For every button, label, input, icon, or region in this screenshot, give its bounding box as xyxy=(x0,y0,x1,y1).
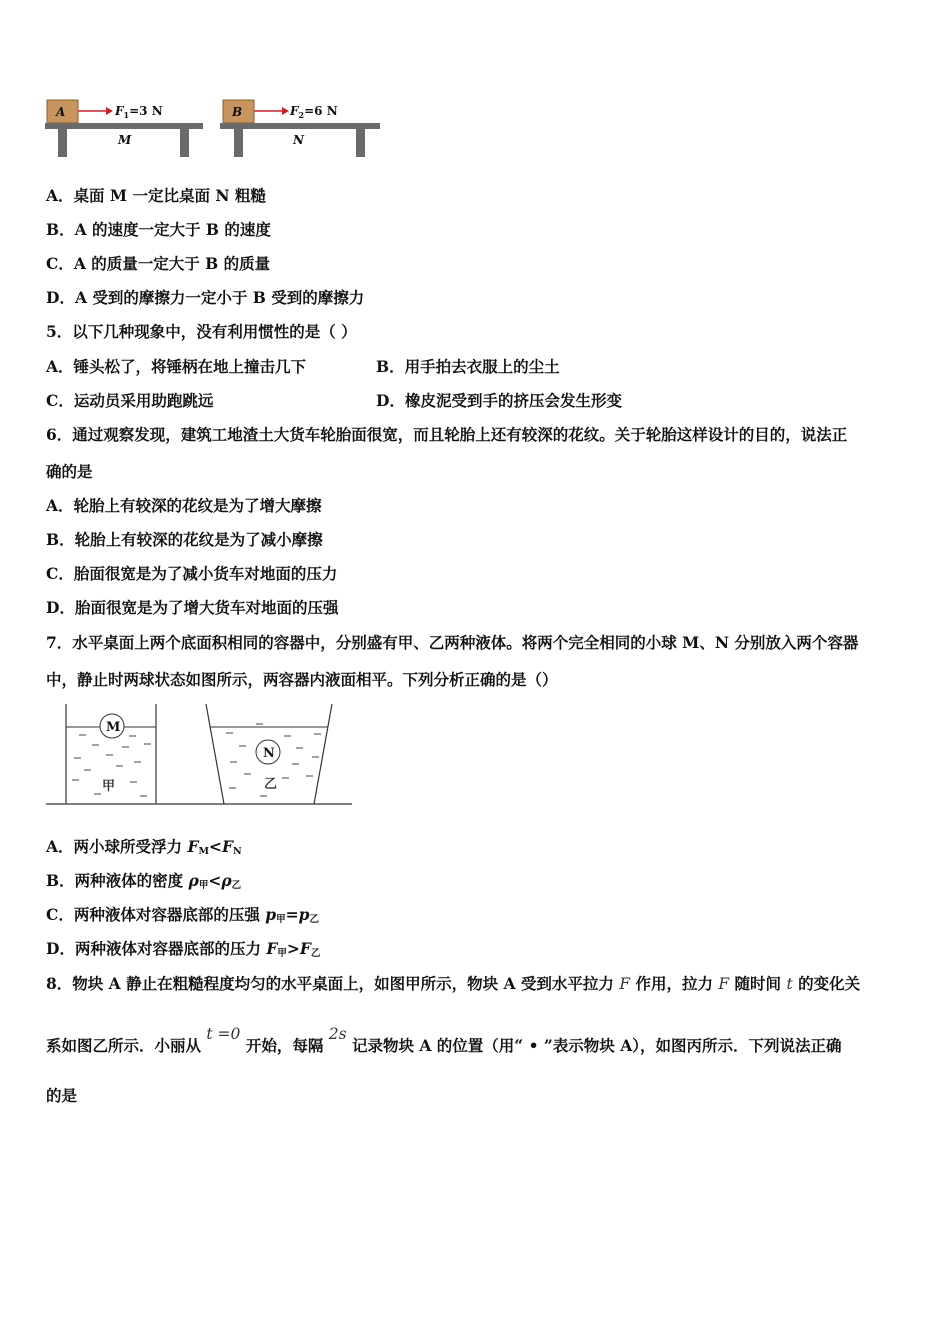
q7-option-a: A．两小球所受浮力 $F_M<F_N$ xyxy=(46,837,242,857)
q6-stem-line2: 确的是 xyxy=(46,462,93,481)
ball-n-label: N xyxy=(263,746,275,761)
q6-option-b: B．轮胎上有较深的花纹是为了减小摩擦 xyxy=(46,530,323,549)
q6-option-c: C．胎面很宽是为了减小货车对地面的压力 xyxy=(46,564,338,583)
q5-option-d: D．橡皮泥受到手的挤压会发生形变 xyxy=(376,391,622,410)
q6-option-d: D．胎面很宽是为了增大货车对地面的压强 xyxy=(46,598,339,617)
q4-option-c: C．A 的质量一定大于 B 的质量 xyxy=(46,254,271,273)
q8-stem-line3: 的是 xyxy=(46,1086,78,1105)
tables-figure xyxy=(40,96,390,162)
q5-option-c: C．运动员采用助跑跳远 xyxy=(46,391,214,410)
q7-option-d: D．两种液体对容器底部的压力 $F_甲>F_乙$ xyxy=(46,939,321,959)
svg-text:F1=3 N: $F_1=3$ N xyxy=(115,104,163,120)
block-b-label: B xyxy=(232,105,243,119)
q5-option-b: B．用手拍去衣服上的尘土 xyxy=(376,357,560,376)
containers-figure xyxy=(44,700,356,808)
surface-n-label: N xyxy=(293,133,304,147)
q7-option-b: B．两种液体的密度 $\rho_甲<\rho_乙$ xyxy=(46,871,242,891)
q4-option-d: D．A 受到的摩擦力一定小于 B 受到的摩擦力 xyxy=(46,288,365,307)
q8-stem-line1: 8．物块 A 静止在粗糙程度均匀的水平桌面上，如图甲所示，物块 A 受到水平拉力 F 作用，拉力 F 随时间 t 的变化关 xyxy=(46,974,861,993)
svg-text:F2=6 N: $F_2=6$ N xyxy=(290,104,338,120)
q5-option-a: A．锤头松了，将锤柄在地上撞击几下 xyxy=(46,357,307,376)
table-n xyxy=(220,100,380,157)
ball-m-label: M xyxy=(106,720,121,735)
q4-option-b: B．A 的速度一定大于 B 的速度 xyxy=(46,220,271,239)
q8-stem-line2: 系如图乙所示．小丽从 t =0 开始，每隔 2s 记录物块 A 的位置（用“ • ”表示物块 A），如图丙所示．下列说法正确 xyxy=(46,1025,842,1055)
q5-stem: 5．以下几种现象中，没有利用惯性的是（ ） xyxy=(46,322,357,341)
q7-option-c: C．两种液体对容器底部的压强 $p_甲=p_乙$ xyxy=(46,905,319,925)
q4-option-a: A．桌面 M 一定比桌面 N 粗糙 xyxy=(46,186,266,205)
surface-m-label: M xyxy=(118,133,132,147)
q7-stem-line2: 中，静止时两球状态如图所示，两容器内液面相平。下列分析正确的是（） xyxy=(46,670,558,689)
q6-option-a: A．轮胎上有较深的花纹是为了增大摩擦 xyxy=(46,496,322,515)
block-a-label: A xyxy=(56,105,66,119)
liquid-right-label: 乙 xyxy=(264,777,278,792)
q7-stem-line1: 7．水平桌面上两个底面积相同的容器中，分别盛有甲、乙两种液体。将两个完全相同的小球 M、N 分别放入两个容器 xyxy=(46,633,859,652)
table-m xyxy=(45,100,203,157)
q6-stem-line1: 6．通过观察发现，建筑工地渣土大货车轮胎面很宽，而且轮胎上还有较深的花纹。关于轮胎这样设计的目的，说法正 xyxy=(46,425,848,444)
liquid-left-label: 甲 xyxy=(102,779,116,794)
